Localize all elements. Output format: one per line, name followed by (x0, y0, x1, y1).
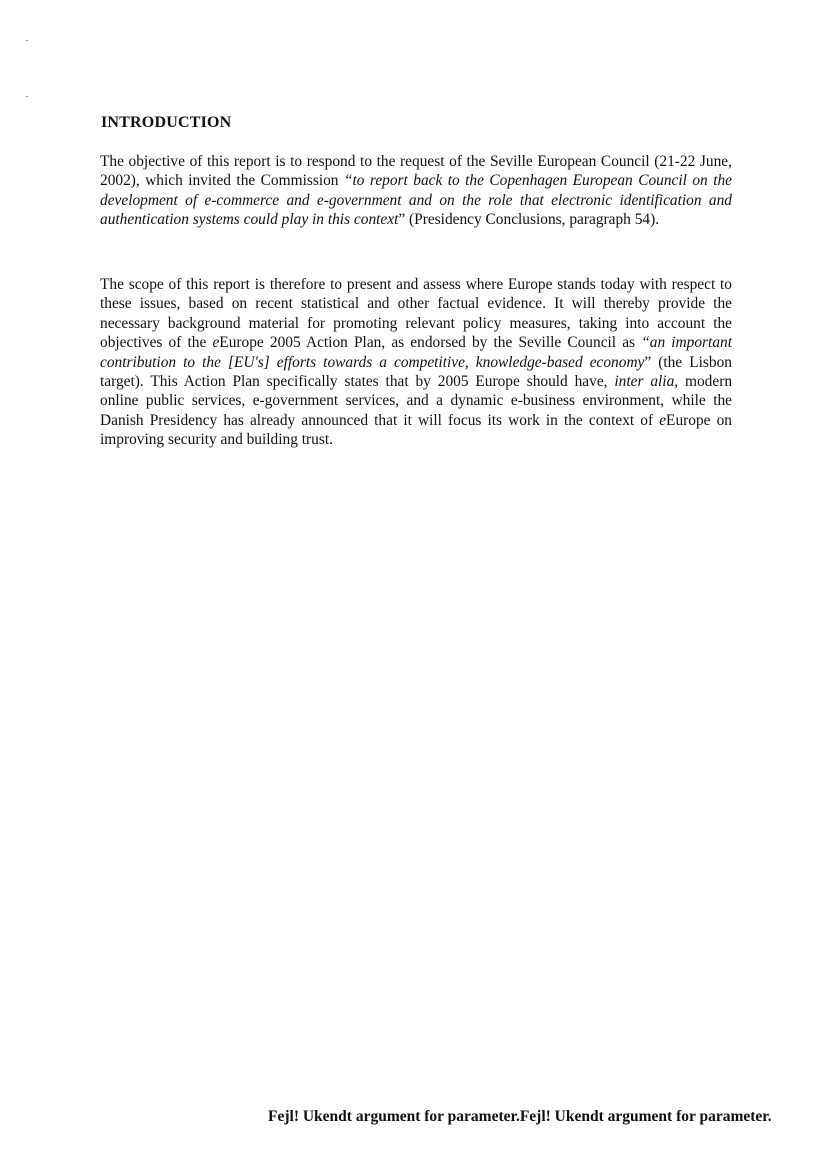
paragraph-text: ” (Presidency Conclusions, paragraph 54). (398, 211, 660, 229)
paragraph-text: Europe 2005 Action Plan, as endorsed by the Seville Council as (219, 334, 642, 352)
eeurope-prefix: e (212, 334, 220, 352)
paragraph-text: ” (the Lisbon target). This Action Plan specifically states that by 2005 Europe should have, (100, 353, 732, 391)
paragraph-text: Europe on improving security and building trust. (100, 411, 732, 449)
paragraph-text: The objective of this report is to respond to the request of the Seville European Council (21-22 June, 2002), which invited the Commission (100, 153, 732, 190)
page-footer: Fejl! Ukendt argument for parameter.Fejl! Ukendt argument for parameter. (268, 1108, 772, 1125)
paragraph-text: The scope of this report is therefore to present and assess where Europe stands today with respect to these issues, based on recent statistical and other factual evidence. It will thereby provide the necessary background material for promoting relevant policy measures, taking into account the objectives of the (100, 276, 732, 352)
paragraph-scope (100, 275, 732, 450)
section-heading: INTRODUCTION (101, 114, 232, 131)
scan-speck (26, 96, 28, 97)
paragraph-objective (100, 152, 732, 230)
quote-text: “to report back to the Copenhagen European Council on the development of e-commerce and e-government and on the role that electronic identification and authentication systems could play in this context (100, 172, 732, 229)
paragraph-text: , modern online public services, e-government services, and a dynamic e-business environment, while the Danish Presidency has already announced that it will focus its work in the context of (100, 373, 733, 429)
eeurope-prefix: e (659, 411, 667, 429)
quote-text: “an important contribution to the [EU's] efforts towards a competitive, knowledge-based economy (100, 334, 732, 371)
latin-phrase: inter alia (614, 373, 675, 391)
scan-speck (26, 40, 28, 41)
